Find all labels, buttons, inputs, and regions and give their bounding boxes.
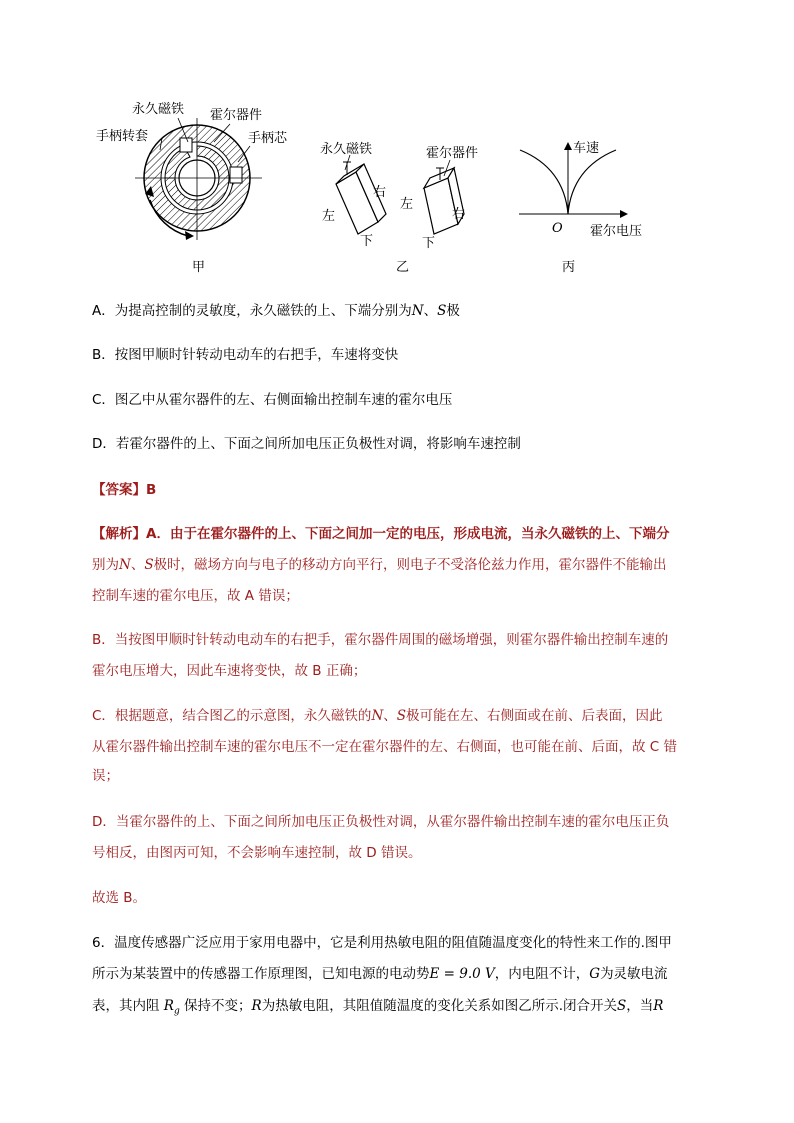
analysis-a-line2: 别为N、S极时，磁场方向与电子的移动方向平行，则电子不受洛伦兹力作用，霍尔器件不能输出 [92,557,667,573]
label-right-1: 右 [373,185,387,200]
label-sleeve: 手柄转套 [96,129,149,144]
label-magnet-jia: 永久磁铁 [132,102,185,117]
analysis-d-line2: 号相反，由图丙可知，不会影响车速控制，故 D 错误。 [92,845,422,861]
analysis-conclusion: 故选 B。 [92,890,147,906]
q6-line2: 所示为某装置中的传感器工作原理图，已知电源的电动势E = 9.0 V，内电阻不计，G为灵敏电流 [92,966,668,982]
label-right-2: 右 [452,207,466,222]
analysis-c-line3: 误； [92,768,119,784]
caption-bing: 丙 [562,260,576,275]
option-b: B．按图甲顺时针转动电动车的右把手，车速将变快 [92,347,399,363]
label-down-2: 下 [422,236,436,251]
analysis-b-line2: 霍尔电压增大，因此车速将变快，故 B 正确； [92,663,367,679]
q6-line1: 6．温度传感器广泛应用于家用电器中，它是利用热敏电阻的阻值随温度变化的特性来工作的.图甲 [92,935,672,951]
caption-yi: 乙 [396,260,410,275]
analysis-a-line3: 控制车速的霍尔电压，故 A 错误； [92,588,299,604]
option-d: D．若霍尔器件的上、下面之间所加电压正负极性对调，将影响车速控制 [92,436,521,452]
q6-line3: 表，其内阻 $R_g$ 保持不变；R为热敏电阻，其阻值随温度的变化关系如图乙所示.闭合开关S，当R [92,998,664,1017]
label-origin: O [552,221,563,236]
label-left-1: 左 [322,209,336,224]
label-left-2: 左 [400,197,414,212]
option-a: A．为提高控制的灵敏度，永久磁铁的上、下端分别为N、S极 [92,303,460,319]
option-c: C．图乙中从霍尔器件的左、右侧面输出控制车速的霍尔电压 [92,392,453,408]
analysis-b-line1: B．当按图甲顺时针转动电动车的右把手，霍尔器件周围的磁场增强，则霍尔器件输出控制车速的 [92,632,669,648]
caption-jia: 甲 [192,260,206,275]
figure-bing [519,140,642,275]
label-hall-jia: 霍尔器件 [210,108,263,123]
figure-jia [96,101,288,275]
label-hall-yi: 霍尔器件 [426,146,479,161]
label-core: 手柄芯 [248,131,288,146]
label-down-1: 下 [360,234,374,249]
answer-label: 【答案】B [92,482,157,498]
label-y-axis: 车速 [573,141,600,156]
analysis-c-line1: C．根据题意，结合图乙的示意图，永久磁铁的N、S极可能在左、右侧面或在前、后表面，因此 [92,708,663,724]
analysis-a-line1: 【解析】A．由于在霍尔器件的上、下面之间加一定的电压，形成电流，当永久磁铁的上、下端分 [92,526,670,542]
label-magnet-yi: 永久磁铁 [320,142,373,157]
label-x-axis: 霍尔电压 [590,224,643,239]
analysis-c-line2: 从霍尔器件输出控制车速的霍尔电压不一定在霍尔器件的左、右侧面，也可能在前、后面，故 C 错 [92,739,678,755]
physics-figure [0,0,794,290]
figure-yi [320,141,478,275]
analysis-d-line1: D．当霍尔器件的上、下面之间所加电压正负极性对调，从霍尔器件输出控制车速的霍尔电压正负 [92,814,670,830]
